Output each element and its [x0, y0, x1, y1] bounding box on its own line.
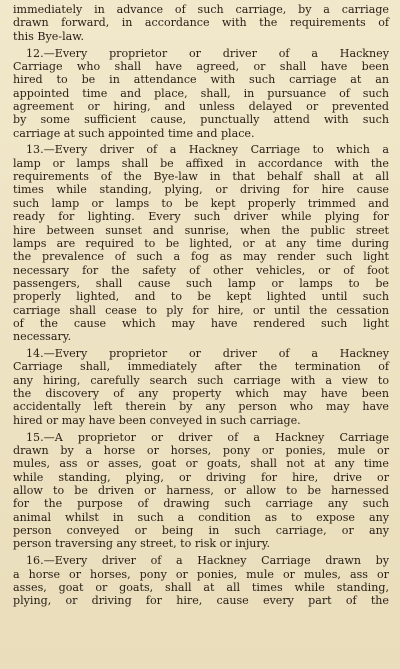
text-line: hired or may have been conveyed in such carriage. [13, 413, 301, 427]
text-line: necessary. [13, 330, 72, 344]
text-line: properly lighted, and to be kept lighted until such [13, 290, 389, 304]
text-line: asses, goat or goats, shall at all times while standing, [13, 580, 389, 594]
text-line: any hiring, carefully search such carriage with a view to [13, 373, 389, 387]
text-line: times while standing, plying, or driving for hire cause [13, 183, 389, 197]
text-line: carriage shall cease to ply for hire, or until the cessation [13, 303, 389, 317]
text-line: drawn by a horse or horses, pony or ponies, mule or [13, 444, 389, 457]
text-line: the discovery of any property which may have been [13, 387, 389, 401]
text-line: plying, or driving for hire, cause every part of the [13, 594, 389, 608]
text-line: a horse or horses, pony or ponies, mule or mules, ass or [13, 567, 389, 581]
text-line: appointed time and place, shall, in pursuance of such [13, 86, 389, 100]
text-line: 13.—Every driver of a Hackney Carriage to which a [26, 143, 389, 157]
text-line: for the purpose of drawing such carriage any such [13, 497, 389, 511]
text-line: requirements of the Bye-law in that behalf shall at all [13, 170, 389, 184]
text-line: drawn forward, in accordance with the requirements of [13, 16, 389, 30]
text-line: mules, ass or asses, goat or goats, shall not at any time [13, 457, 389, 471]
text-line: such lamp or lamps to be kept properly trimmed and [13, 196, 389, 210]
text-line: lamp or lamps shall be affixed in accordance with the [13, 156, 389, 170]
paragraph-continuation [13, 3, 389, 43]
text-line: person conveyed or being in such carriage, or any [13, 524, 389, 538]
text-line: 16.—Every driver of a Hackney Carriage drawn by [26, 554, 389, 568]
text-line: by some sufficient cause, punctually attend with such [13, 113, 389, 127]
text-line: this Bye-law. [13, 29, 84, 43]
text-line: 15.—A proprietor or driver of a Hackney Carriage [26, 430, 389, 444]
text-line: the prevalence of such a fog as may render such light [13, 250, 389, 264]
text-line: necessary for the safety of other vehicles, or of foot [13, 263, 389, 277]
text-line: hired to be in attendance with such carriage at an [13, 73, 389, 87]
text-line: Carriage shall, immediately after the termination of [13, 360, 389, 374]
text-line: lamps are required to be lighted, or at any time during [13, 236, 389, 250]
text-line: of the cause which may have rendered such light [13, 316, 389, 330]
paragraph-section-15 [13, 431, 389, 551]
text-line: 12.—Every proprietor or driver of a Hackney [26, 46, 389, 60]
text-line: while standing, plying, or driving for hire, drive or [13, 470, 389, 484]
text-line: hire between sunset and sunrise, when the public street [13, 223, 389, 237]
text-line: immediately in advance of such carriage, by a carriage [13, 3, 389, 16]
text-line: animal whilst in such a condition as to expose any [13, 510, 389, 524]
paragraph-section-16 [13, 554, 389, 607]
text-line: 14.—Every proprietor or driver of a Hackney [26, 347, 389, 361]
text-line: Carriage who shall have agreed, or shall have been [13, 59, 389, 73]
text-line: accidentally left therein by any person who may have [13, 400, 389, 414]
text-line: passengers, shall cause such lamp or lamps to be [13, 276, 389, 290]
paragraph-section-12 [13, 47, 389, 140]
text-line: allow to be driven or harness, or allow to be harnessed [13, 484, 389, 498]
paragraph-section-14 [13, 347, 389, 427]
text-line: ready for lighting. Every such driver while plying for [13, 210, 389, 224]
text-line: agreement or hiring, and unless delayed or prevented [13, 99, 389, 113]
paragraph-section-13 [13, 143, 389, 343]
text-line: person traversing any street, to risk or injury. [13, 537, 271, 551]
text-line: carriage at such appointed time and place. [13, 126, 255, 140]
